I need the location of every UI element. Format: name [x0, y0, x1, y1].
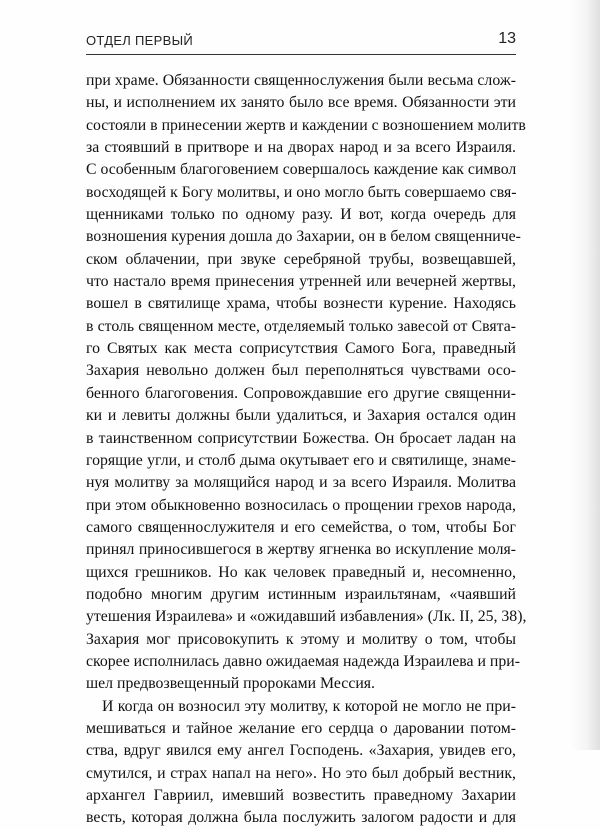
text-line: восходящей к Богу молитвы, и оно могло быть совершаемо свя- [86, 183, 517, 201]
text-line: го Святых как места соприсутствия Самого Бога, праведный [86, 340, 516, 358]
page-edge-shadow [570, 0, 600, 750]
text-line: подобно многим другим истинным израильтянам, «чаявший [86, 585, 516, 603]
paragraph [86, 70, 527, 696]
text-line: архангел Гавриил, имевший возвестить праведному Захарии [86, 787, 516, 804]
text-line: Захария невольно должен был переполняться чувствами осо- [86, 362, 516, 380]
text-line: С особенным благоговением совершалось каждение как символ [86, 161, 517, 179]
text-line: принял приносившегося в жертву ягненка во искупление моля- [86, 541, 516, 559]
text-line: ства, вдруг явился ему ангел Господень. «Захария, увидев его, [86, 742, 516, 760]
text-line: возношения курения дошла до Захарии, он в белом священниче- [86, 228, 521, 246]
text-line: Захария мог присовокупить к этому и молитву о том, чтобы [86, 630, 516, 648]
text-line: ки и левиты должны были удалиться, и Захария остался один [86, 407, 516, 425]
text-line: в таинственном соприсутствии Божества. Он бросает ладан на [86, 429, 516, 447]
paragraph [86, 696, 516, 830]
text-line: щенниками только по одному разу. И вот, когда очередь для [86, 206, 516, 224]
text-line: скорее исполнилась давно ожидаемая надежда Израилева и при- [86, 652, 520, 670]
text-line: щихся грешников. Но как человек праведный и, несомненно, [86, 563, 516, 581]
text-line: шел предвозвещенный пророками Мессия. [86, 675, 375, 693]
text-line: горящие угли, и столб дыма окутывает его и святилище, знаме- [86, 451, 516, 469]
text-line: что настало время принесения утренней или вечерней жертвы, [86, 273, 516, 291]
body-text [86, 70, 527, 830]
text-line: мешиваться и тайное желание его сердца о даровании потом- [86, 719, 516, 737]
text-line: весть, которая должна была послужить залогом радости и для [86, 809, 516, 827]
text-line: состояли в принесении жертв и каждении с возношением молитв [86, 116, 526, 134]
text-line: утешения Израилева» и «ожидавший избавления» (Лк. II, 25, 38), [86, 608, 527, 626]
page-number: 13 [498, 30, 516, 47]
running-header [86, 30, 516, 55]
text-line: бенного благоговения. Сопровождавшие его другие священни- [86, 384, 516, 402]
text-line: в столь священном месте, отделяемый только завесой от Свята- [86, 317, 516, 335]
text-line: вошел в святилище храма, чтобы вознести курение. Находясь [86, 295, 516, 313]
text-line: при храме. Обязанности священнослужения были весьма слож- [86, 72, 516, 89]
text-line: И когда он возносил эту молитву, к которой не могло не при- [102, 697, 516, 715]
text-line: ском облачении, при звуке серебряной трубы, возвещавшей, [86, 250, 516, 268]
text-line: самого священнослужителя и его семейства, о том, чтобы Бог [86, 518, 516, 536]
text-line: при этом обыкновенно возносилась о прощении грехов народа, [86, 496, 516, 514]
text-line: смутился, и страх напал на него». Но это был добрый вестник, [86, 764, 516, 782]
text-line: ны, и исполнением их занято было все время. Обязанности эти [86, 94, 516, 112]
section-title: ОТДЕЛ ПЕРВЫЙ [86, 33, 194, 48]
text-line: за стоявший в притворе и на дворах народ и за всего Израиля. [86, 139, 516, 157]
text-line: нуя молитву за молящийся народ и за всего Израиля. Молитва [86, 474, 516, 492]
